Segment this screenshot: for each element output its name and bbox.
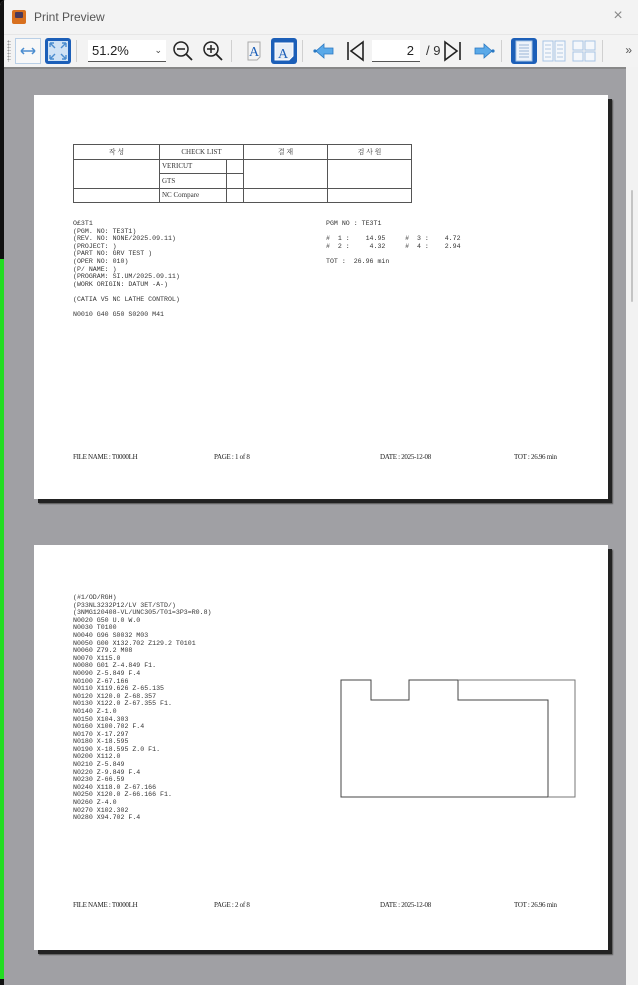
footer-file-name: FILE NAME : T0000LH bbox=[73, 901, 138, 909]
footer-date: DATE : 2025-12-08 bbox=[380, 901, 431, 909]
header-checklist: CHECK LIST bbox=[160, 145, 244, 160]
checklist-item: VERICUT bbox=[160, 159, 227, 174]
last-page-button[interactable] bbox=[440, 38, 466, 64]
four-pages-view-button[interactable] bbox=[571, 38, 597, 64]
preview-area[interactable] bbox=[4, 67, 626, 985]
footer-total-time: TOT : 26.96 min bbox=[514, 453, 557, 461]
footer-total-time: TOT : 26.96 min bbox=[514, 901, 557, 909]
single-page-icon bbox=[514, 40, 534, 62]
header-prepared: 작 성 bbox=[74, 145, 160, 160]
toolbar bbox=[4, 34, 638, 66]
fit-width-icon bbox=[18, 41, 38, 61]
first-page-button[interactable] bbox=[342, 38, 368, 64]
time-summary-text: PGM NO : TE3T1 # 1 : 14.95 # 3 : 4.72 # 2 : 4.32 # 4 : 2.94 TOT : 26.96 min bbox=[326, 220, 461, 265]
zoom-out-icon bbox=[172, 40, 194, 62]
title-bar bbox=[4, 0, 638, 34]
part-profile-drawing bbox=[340, 679, 580, 803]
zoom-in-icon bbox=[202, 40, 224, 62]
toolbar-separator bbox=[501, 40, 502, 62]
header-approval: 결 재 bbox=[244, 145, 328, 160]
toolbar-separator bbox=[231, 40, 232, 62]
zoom-out-button[interactable] bbox=[170, 38, 196, 64]
program-header-text: O£3T1 (PGM. NO: TE3T1) (REV. NO: NONE/2025.09.11) (PROJECT: ) (PART NO: GRV TEST ) (OPER NO: 010) (P/ NAME: ) (PROGRAM: SI.UM/2025.09.11) (WORK ORIGIN: DATUM -A-) (CATIA V5 NC LATHE CONTROL) N0010 G40 G50 S0200 M41 bbox=[73, 220, 180, 319]
page-footer bbox=[73, 901, 570, 911]
two-pages-icon bbox=[542, 40, 566, 62]
landscape-page-icon bbox=[273, 40, 295, 62]
checklist-item: GTS bbox=[160, 174, 227, 189]
scrollbar-thumb[interactable] bbox=[631, 190, 633, 302]
landscape-button[interactable] bbox=[271, 38, 297, 64]
zoom-in-button[interactable] bbox=[200, 38, 226, 64]
header-inspector: 검 사 원 bbox=[328, 145, 412, 160]
toolbar-separator bbox=[602, 40, 603, 62]
svg-text:A: A bbox=[248, 44, 260, 60]
checklist-table bbox=[73, 144, 412, 203]
preview-page-1 bbox=[34, 95, 608, 499]
svg-text:A: A bbox=[277, 46, 289, 62]
four-pages-icon bbox=[572, 40, 596, 62]
toolbar-separator bbox=[76, 40, 77, 62]
fit-page-icon bbox=[47, 40, 69, 62]
first-page-icon bbox=[344, 40, 366, 62]
toolbar-separator bbox=[302, 40, 303, 62]
fit-width-button[interactable] bbox=[15, 38, 41, 64]
checklist-item: NC Compare bbox=[160, 188, 227, 203]
toolbar-grip[interactable] bbox=[7, 40, 11, 62]
arrow-left-icon bbox=[313, 41, 337, 61]
previous-page-button[interactable] bbox=[312, 38, 338, 64]
zoom-level-value: 51.2% bbox=[92, 42, 129, 58]
footer-file-name: FILE NAME : T0000LH bbox=[73, 453, 138, 461]
nc-code-text: (#1/OD/RGH) (P33NL3232P12/LV 3ET/STD/) (3NMG120408-VL/UNC305/T01=3P3=R0.8) N0020 G50 U.0 W.0 N0030 T0100 N0040 G96 S0032 M03 N0050 G00 X132.702 Z129.2 T0101 N0060 Z79.2 M08 N0070 X115.0 N0080 G01 Z-4.849 F1. N0090 Z-5.849 F.4 N0100 Z-67.166 N0110 X119.626 Z-65.135 N0120 X120.0 Z-68.357 N0130 X122.0 Z-67.355 F1. N0140 Z-1.0 N0150 X104.303 N0160 X100.702 F.4 N0170 X-17.297 N0180 X-18.595 N0190 X-18.595 Z.0 F1. N0200 X112.0 N0210 Z-5.849 N0220 Z-9.849 F.4 N0230 Z-66.59 N0240 X118.0 Z-67.166 N0250 X120.0 Z-66.166 F1. N0260 Z-4.0 N0270 X102.302 N0280 X94.702 F.4 bbox=[73, 594, 212, 822]
last-page-icon bbox=[442, 40, 464, 62]
app-icon bbox=[12, 10, 26, 24]
current-page-input[interactable]: 2 bbox=[372, 40, 420, 62]
vertical-scrollbar[interactable] bbox=[626, 67, 638, 985]
footer-page-number: PAGE : 2 of 8 bbox=[214, 901, 250, 909]
window-left-edge bbox=[0, 0, 4, 985]
next-page-button[interactable] bbox=[470, 38, 496, 64]
zoom-level-select[interactable] bbox=[88, 40, 166, 62]
preview-page-2 bbox=[34, 545, 608, 950]
fit-page-button[interactable] bbox=[45, 38, 71, 64]
portrait-button[interactable] bbox=[241, 38, 267, 64]
arrow-right-icon bbox=[471, 41, 495, 61]
footer-page-number: PAGE : 1 of 8 bbox=[214, 453, 250, 461]
window-title: Print Preview bbox=[34, 10, 105, 24]
toolbar-overflow-button[interactable]: » bbox=[625, 43, 632, 57]
close-button[interactable]: × bbox=[613, 7, 623, 24]
chevron-down-icon: ⌄ bbox=[154, 44, 162, 55]
total-pages-label: / 9 bbox=[426, 43, 441, 58]
portrait-page-icon bbox=[244, 40, 264, 62]
two-pages-view-button[interactable] bbox=[541, 38, 567, 64]
one-page-view-button[interactable] bbox=[511, 38, 537, 64]
page-footer bbox=[73, 453, 570, 463]
footer-date: DATE : 2025-12-08 bbox=[380, 453, 431, 461]
